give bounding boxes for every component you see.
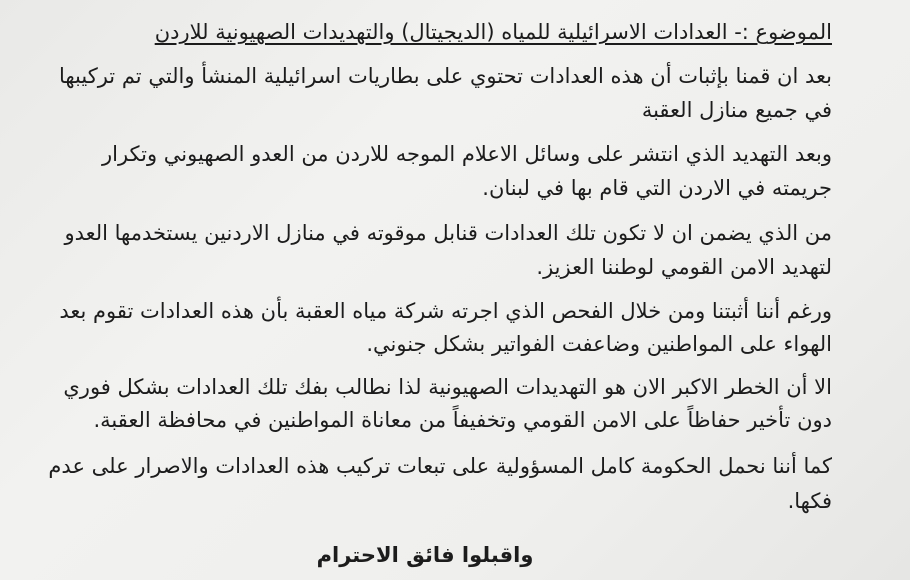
paragraph-6-line-1: كما أننا نحمل الحكومة كامل المسؤولية على تبعات تركيب هذه العدادات والاصرار على عدم xyxy=(48,454,832,478)
paragraph-2-line-1: وبعد التهديد الذي انتشر على وسائل الاعلام الموجه للاردن من العدو الصهيوني وتكرار xyxy=(101,142,832,166)
paragraph-4-line-1: ورغم أننا أثبتنا ومن خلال الفحص الذي اجرته شركة مياه العقبة بأن هذه العدادات تقوم بعد xyxy=(59,299,832,323)
letter-closing: واقبلوا فائق الاحترام xyxy=(316,543,534,567)
paragraph-5-line-1: الا أن الخطر الاكبر الان هو التهديدات الصهيونية لذا نطالب بفك تلك العدادات بشكل فوري xyxy=(63,375,832,399)
paragraph-2-line-2: جريمته في الاردن التي قام بها في لبنان. xyxy=(482,176,832,200)
paragraph-6-line-2: فكها. xyxy=(787,489,832,513)
paragraph-4-line-2: الهواء على المواطنين وضاعفت الفواتير بشكل جنوني. xyxy=(366,332,832,356)
paragraph-1-line-1: بعد ان قمنا بإثبات أن هذه العدادات تحتوي على بطاريات اسرائيلية المنشأ والتي تم تركيبها xyxy=(58,64,832,88)
paragraph-5-line-2: دون تأخير حفاظاً على الامن القومي وتخفيفاً من معاناة المواطنين في محافظة العقبة. xyxy=(93,408,832,432)
paragraph-3-line-2: لتهديد الامن القومي لوطننا العزيز. xyxy=(536,255,832,279)
paragraph-1-line-2: في جميع منازل العقبة xyxy=(641,98,832,122)
paragraph-3-line-1: من الذي يضمن ان لا تكون تلك العدادات قنابل موقوته في منازل الاردنين يستخدمها العدو xyxy=(64,221,832,245)
letter-subject: الموضوع :- العدادات الاسرائيلية للمياه (الديجيتال) والتهديدات الصهيونية للاردن xyxy=(154,20,832,44)
